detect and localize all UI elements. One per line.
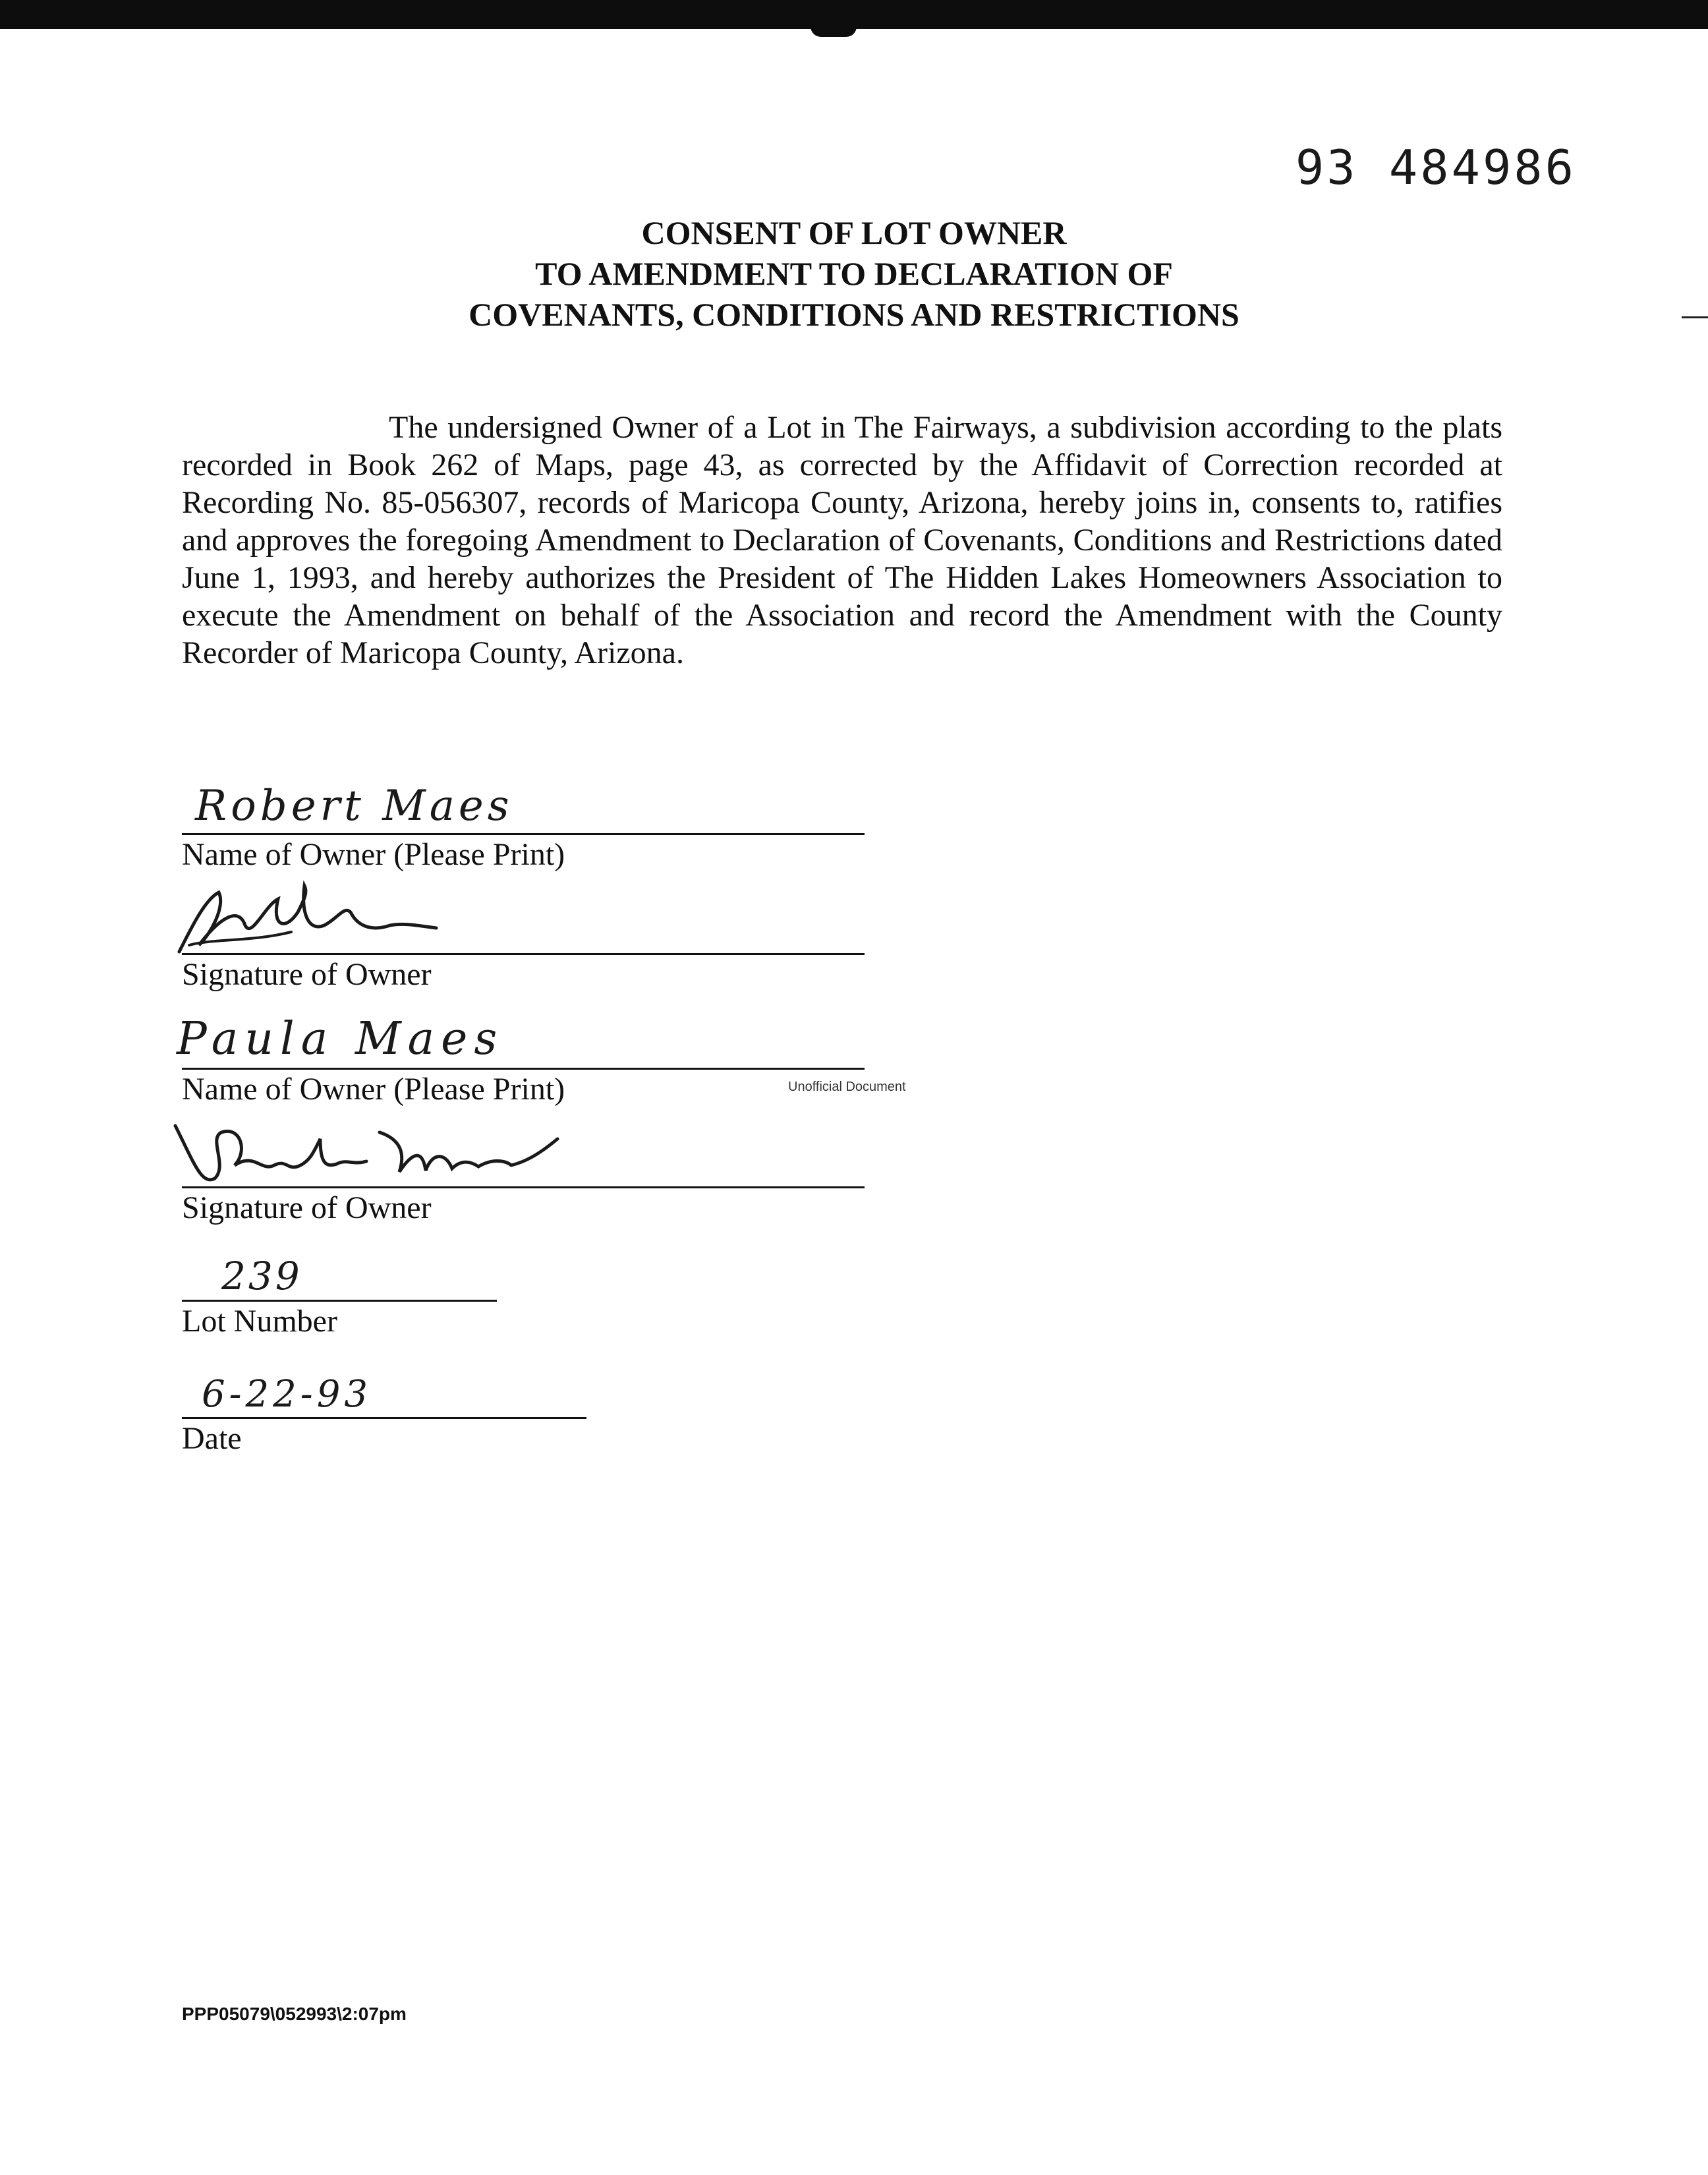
owner1-signature-label: Signature of Owner — [182, 957, 432, 992]
lot-number-line — [182, 1243, 497, 1302]
owner1-name-label: Name of Owner (Please Print) — [182, 837, 565, 872]
document-title — [0, 212, 1708, 335]
owner2-signature-line — [182, 1126, 865, 1188]
title-line-1: CONSENT OF LOT OWNER — [641, 214, 1067, 251]
owner1-signature-field — [182, 894, 865, 993]
unofficial-document-watermark: Unofficial Document — [788, 1080, 906, 1094]
document-footer-code: PPP05079\052993\2:07pm — [182, 2004, 407, 2024]
owner2-signature-image — [162, 1113, 571, 1192]
date-line — [182, 1360, 586, 1419]
owner2-signature-field — [182, 1126, 865, 1227]
recording-number: 93 484986 — [1295, 140, 1576, 195]
owner2-name-line — [177, 1010, 865, 1070]
owner1-signature-image — [173, 879, 449, 958]
consent-paragraph: The undersigned Owner of a Lot in The Fairways, a subdivision according to the plats recorded in Book 262 of Maps, page 43, as corrected by the Affidavit of Correction recorded at Recording No. 85-056307, records of Maricopa County, Arizona, hereby joins in, consents to, ratifies and approves the foregoing Amendment to Declaration of Covenants, Conditions and Restrictions dated June 1, 1993, and hereby authorizes the President of The Hidden Lakes Homeowners Association to execute the Amendment on behalf of the Association and record the Amendment with the County Recorder of Maricopa County, Arizona. — [182, 410, 1502, 670]
date-handwritten: 6-22-93 — [202, 1373, 372, 1416]
owner1-name-line — [182, 776, 865, 835]
lot-number-field — [182, 1243, 497, 1340]
date-label: Date — [182, 1421, 242, 1456]
owner1-name-handwritten: Robert Maes — [195, 782, 513, 830]
lot-number-label: Lot Number — [182, 1304, 337, 1339]
date-field — [182, 1360, 586, 1457]
owner2-signature-label: Signature of Owner — [182, 1190, 432, 1225]
title-line-3: COVENANTS, CONDITIONS AND RESTRICTIONS — [469, 296, 1239, 333]
scan-top-border — [0, 0, 1708, 29]
title-line-2: TO AMENDMENT TO DECLARATION OF — [535, 255, 1173, 292]
owner1-name-field — [182, 776, 865, 873]
owner2-name-handwritten: Paula Maes — [177, 1013, 504, 1065]
owner2-name-field — [177, 1010, 865, 1108]
lot-number-handwritten: 239 — [221, 1254, 302, 1298]
owner2-name-label: Name of Owner (Please Print) — [182, 1072, 565, 1107]
owner1-signature-line — [182, 894, 865, 955]
scan-top-notch — [811, 26, 857, 37]
